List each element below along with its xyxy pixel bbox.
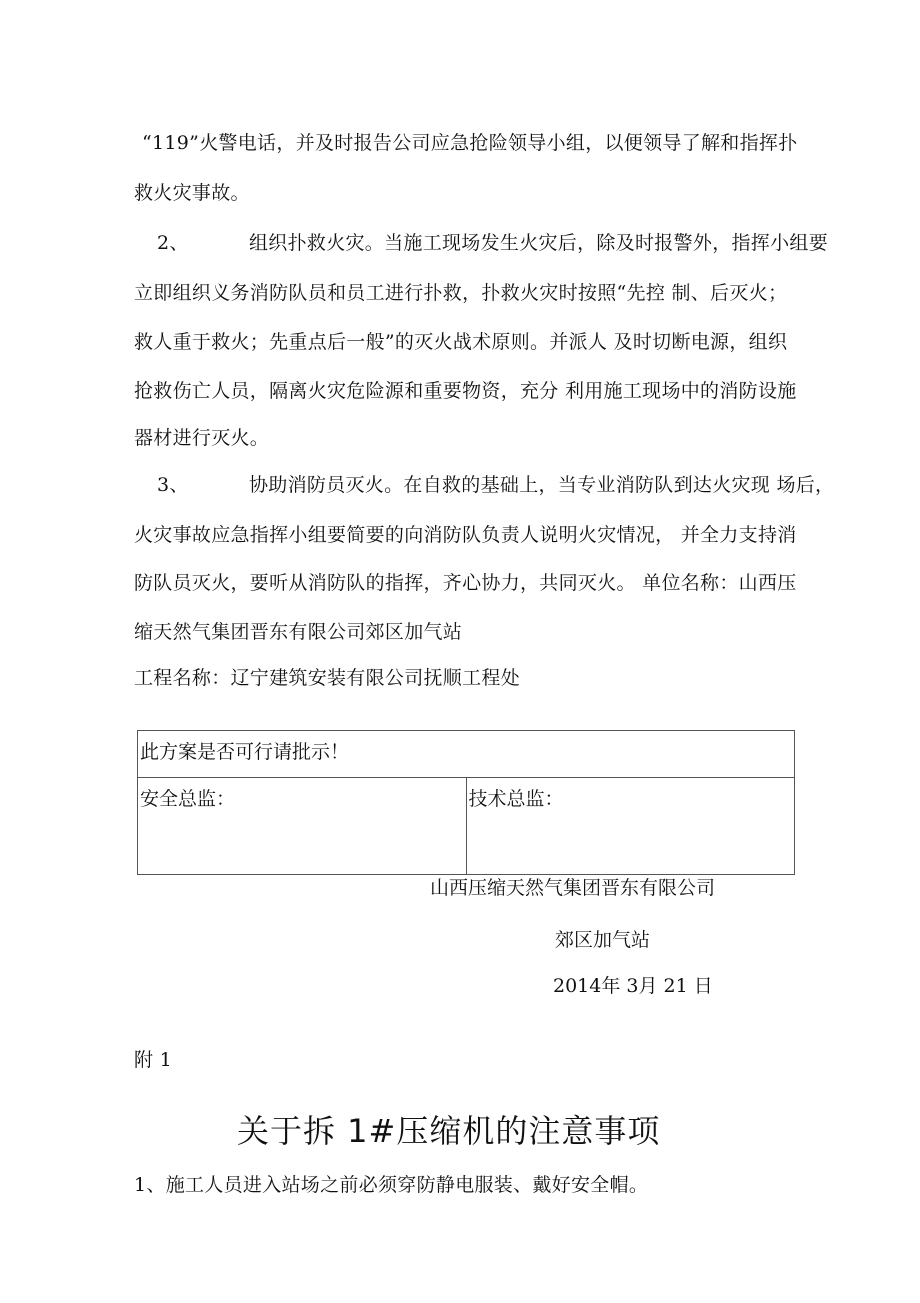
item-number: 2、 (157, 232, 189, 254)
paragraph-line: 救火灾事故。 (134, 182, 250, 204)
appendix-title: 关于拆 1#压缩机的注意事项 (237, 1112, 661, 1150)
appendix-item: 1、施工人员进入站场之前必须穿防静电服装、戴好安全帽。 (134, 1174, 649, 1196)
item-text: 协助消防员灭火。在自救的基础上，当专业消防队到达火灾现 场后， (249, 474, 835, 496)
tech-director-cell: 技术总监： (466, 778, 795, 875)
paragraph-line (157, 231, 828, 255)
item-number: 3、 (157, 474, 189, 496)
paragraph-line: 器材进行灭火。 (134, 427, 270, 449)
paragraph-line (157, 473, 834, 497)
paragraph-line: 抢救伤亡人员，隔离火灾危险源和重要物资，充分 利用施工现场中的消防设施 (134, 380, 797, 402)
safety-director-cell: 安全总监： (138, 778, 467, 875)
signature-date: 2014年 3月 21 日 (553, 975, 713, 997)
item-text: 组织扑救火灾。当施工现场发生火灾后，除及时报警外，指挥小组要 (249, 232, 829, 254)
paragraph-line: “119”火警电话，并及时报告公司应急抢险领导小组，以便领导了解和指挥扑 (142, 132, 798, 154)
signature-station: 郊区加气站 (555, 929, 651, 951)
paragraph-line: 防队员灭火，要听从消防队的指挥，齐心协力，共同灭火。 单位名称：山西压 (134, 572, 797, 594)
paragraph-line: 救人重于救火；先重点后一般”的灭火战术原则。并派人 及时切断电源，组织 (134, 331, 788, 353)
paragraph-line: 缩天然气集团晋东有限公司郊区加气站 (134, 621, 463, 643)
signature-company: 山西压缩天然气集团晋东有限公司 (430, 877, 716, 899)
approval-table (137, 730, 795, 875)
paragraph-line: 立即组织义务消防队员和员工进行扑救，扑救火灾时按照“先控 制、后灭火； (134, 282, 788, 304)
appendix-label: 附 1 (134, 1049, 173, 1071)
paragraph-line: 火灾事故应急指挥小组要简要的向消防队负责人说明火灾情况， 并全力支持消 (134, 524, 797, 546)
approval-request-cell: 此方案是否可行请批示！ (138, 731, 795, 778)
project-name: 工程名称：辽宁建筑安装有限公司抚顺工程处 (134, 667, 521, 689)
